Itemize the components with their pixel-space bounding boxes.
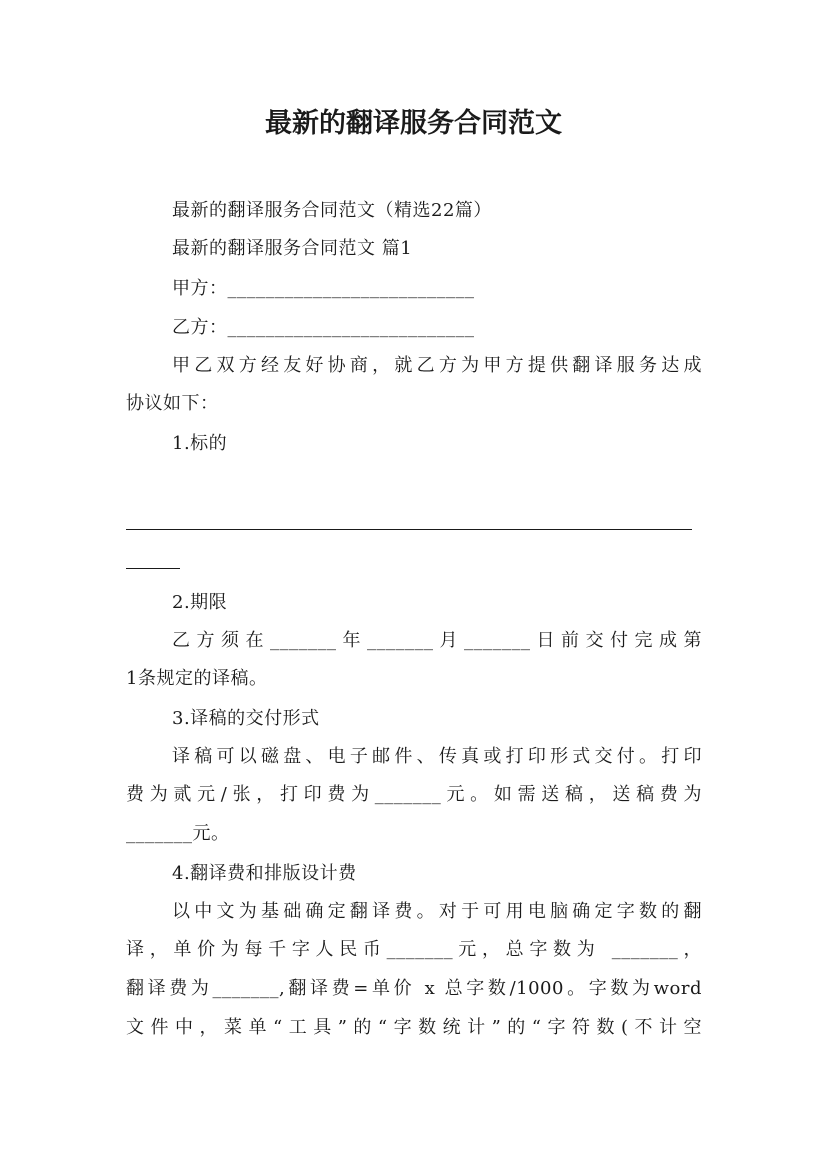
party-b-line: 乙方：__________________________ [172,317,475,338]
paragraph-line: 文件中，菜单“工具”的“字数统计”的“字符数(不计空 [126,1017,702,1038]
paragraph-line: 1条规定的译稿。 [126,668,268,689]
paragraph-line: 翻译费为_______,翻译费=单价 x 总字数/1000。字数为word [126,978,702,999]
clause-heading: 4.翻译费和排版设计费 [172,863,357,884]
paragraph-line: 协议如下： [126,393,219,414]
blank-line-rule [126,568,180,569]
paragraph-line: _______元。 [126,823,230,844]
clause-heading: 2.期限 [172,592,228,613]
blank-line [126,546,183,584]
paragraph-line: 费为贰元/张，打印费为_______元。如需送稿，送稿费为 [126,784,702,805]
paragraph-line: 以中文为基础确定翻译费。对于可用电脑确定字数的翻 [172,901,702,922]
document-title: 最新的翻译服务合同范文 [265,108,562,139]
paragraph-line: 甲乙双方经友好协商，就乙方为甲方提供翻译服务达成 [172,355,702,376]
blank-line [126,505,692,543]
clause-heading: 3.译稿的交付形式 [172,708,320,729]
section-heading: 最新的翻译服务合同范文 篇1 [172,238,413,259]
clause-heading: 1.标的 [172,433,228,454]
subtitle-line: 最新的翻译服务合同范文（精选22篇） [172,200,492,221]
paragraph-line: 译稿可以磁盘、电子邮件、传真或打印形式交付。打印 [172,746,702,767]
paragraph-line: 乙方须在_______年_______月_______日前交付完成第 [172,630,702,651]
paragraph-line: 译，单价为每千字人民币_______元，总字数为 _______， [126,939,702,960]
blank-line-rule [126,529,692,530]
party-a-line: 甲方：__________________________ [172,278,475,299]
